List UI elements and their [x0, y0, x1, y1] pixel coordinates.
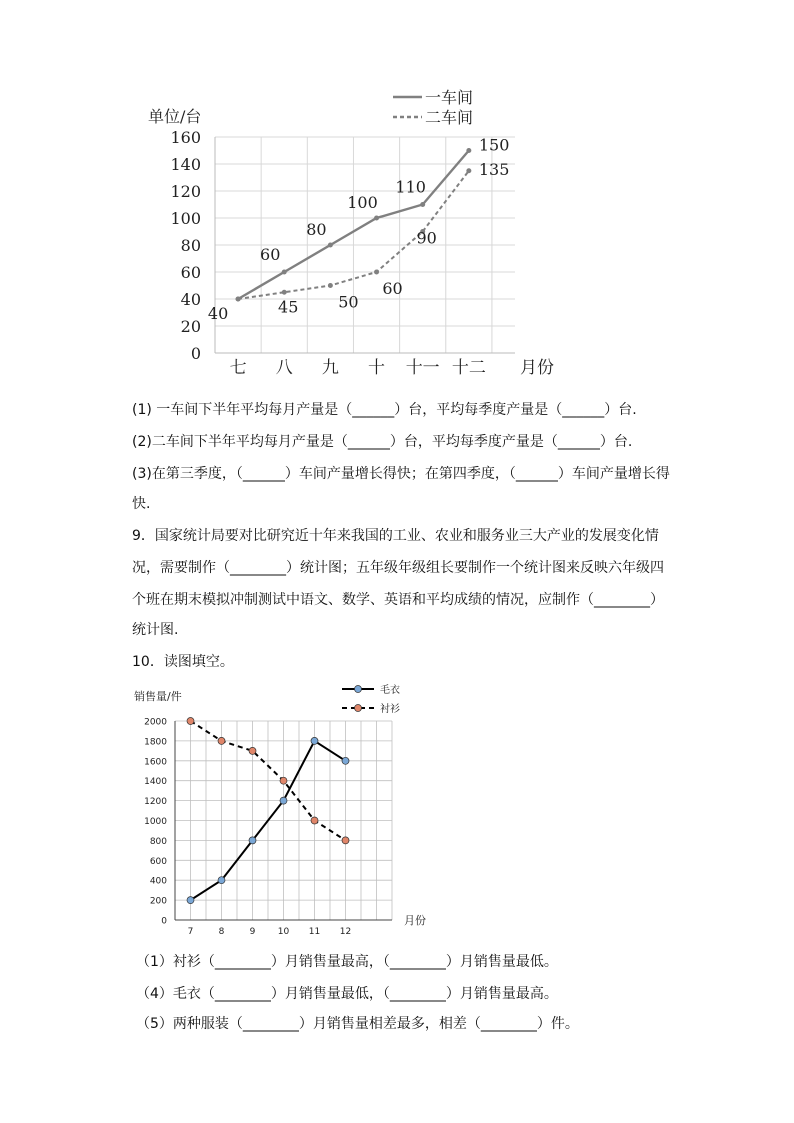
chart2-point: [218, 737, 225, 744]
chart2-ytick: 0: [161, 916, 167, 927]
chart2-point: [280, 797, 287, 804]
chart1-data-label: 50: [338, 292, 359, 312]
chart2-xlabel: 月份: [404, 914, 426, 927]
chart1-point: [236, 297, 241, 302]
chart2-xtick: 10: [277, 927, 290, 937]
chart1-data-label: 60: [382, 279, 403, 298]
chart1-legend: [393, 88, 473, 127]
q1-line: (1) 一车间下半年平均每月产量是（______）台，平均每季度产量是（______）台.: [132, 402, 637, 418]
chart1-xtick: 十: [368, 358, 386, 378]
chart1-xtick: 九: [321, 358, 339, 378]
chart2-point: [311, 817, 318, 824]
chart2-ytick: 1400: [144, 777, 167, 788]
chart2-point: [342, 757, 349, 764]
chart1-point: [328, 243, 333, 248]
p10-q5: （5）两种服装（________）月销售量相差最多，相差（________）件。: [136, 1016, 579, 1032]
chart1-xlabel: 月份: [520, 358, 554, 378]
chart1-xtick: 十二: [451, 358, 486, 378]
chart1-data-label: 90: [416, 228, 437, 248]
workshop-production-chart: [140, 80, 560, 380]
chart2-ytick: 600: [149, 856, 167, 867]
chart2-legend-marker: [355, 686, 362, 693]
chart2-legend-label: 毛衣: [380, 685, 400, 696]
chart1-data-label: 45: [278, 297, 299, 317]
chart1-ytick: 20: [180, 317, 201, 336]
chart1-point: [374, 270, 379, 275]
chart2-point: [249, 747, 256, 754]
chart2-point: [187, 718, 194, 725]
chart1-data-label: 60: [260, 245, 281, 264]
chart1-data-label: 110: [395, 177, 426, 197]
chart1-point: [466, 148, 471, 153]
chart2-xtick: 11: [308, 927, 321, 937]
chart1-legend-label: 二车间: [425, 108, 474, 127]
chart1-point: [282, 290, 287, 295]
chart2-point: [249, 837, 256, 844]
chart1-xtick: 七: [229, 358, 247, 378]
problem9-line2: 况，需要制作（________）统计图；五年级年级组长要制作一个统计图来反映六年级四: [132, 560, 664, 576]
p10-q1: （1）衬衫（________）月销售量最高，（________）月销售量最低。: [136, 954, 558, 970]
chart1-legend-label: 一车间: [425, 88, 474, 107]
chart2-ytick: 200: [149, 896, 167, 907]
chart1-ytick: 40: [180, 290, 201, 309]
chart1-ytick: 60: [180, 263, 201, 282]
chart1-ytick: 80: [180, 236, 201, 255]
chart2-xtick: 8: [218, 927, 225, 937]
chart2-xtick: 7: [187, 927, 194, 937]
chart2-point: [342, 837, 349, 844]
q3-line-b: 快.: [132, 496, 151, 512]
chart2-point: [311, 737, 318, 744]
chart1-data-label: 80: [306, 220, 327, 239]
chart1-point: [328, 283, 333, 288]
chart2-ytick: 1200: [144, 797, 167, 808]
problem10-title: 10．读图填空。: [132, 654, 234, 670]
problem9-line3: 个班在期末模拟冲制测试中语文、数学、英语和平均成绩的情况，应制作（________）: [132, 592, 664, 608]
chart1-point: [466, 168, 471, 173]
clothing-sales-chart: [130, 680, 440, 937]
chart1-ytick: 120: [170, 182, 201, 201]
problem9-line1: 9．国家统计局要对比研究近十年来我国的工业、农业和服务业三大产业的发展变化情: [132, 528, 659, 544]
chart2-ytick: 1800: [144, 737, 167, 748]
chart2-legend: [342, 683, 400, 715]
chart2-legend-label: 衬衫: [380, 704, 400, 715]
chart1-ytick: 100: [170, 209, 201, 228]
chart2-ytick: 1600: [144, 757, 167, 768]
chart1-data-label: 150: [478, 135, 510, 155]
chart2-ytick: 400: [149, 876, 167, 887]
chart2-xtick: 9: [249, 927, 256, 937]
chart1-xtick: 十一: [405, 358, 440, 378]
chart2-point: [280, 777, 287, 784]
chart1-ytick: 160: [170, 128, 201, 147]
chart1-data-label: 40: [207, 304, 229, 323]
chart2-legend-marker: [355, 705, 362, 712]
chart2-point: [187, 897, 194, 904]
chart1-xtick: 八: [275, 358, 293, 378]
chart1-point: [420, 202, 425, 207]
chart2-ytick: 1000: [144, 817, 167, 827]
chart2-point: [218, 877, 225, 884]
chart1-data-label: 135: [478, 159, 510, 179]
chart1-data-label: 100: [347, 193, 378, 212]
q3-line-a: (3)在第三季度，（______）车间产量增长得快；在第四季度，（______）车间产量增长得: [132, 466, 670, 482]
chart1-ytick: 0: [190, 344, 201, 363]
chart1-ytick: 140: [170, 155, 201, 174]
q2-line: (2)二车间下半年平均每月产量是（______）台，平均每季度产量是（______）台.: [132, 434, 633, 450]
p10-q4: （4）毛衣（________）月销售量最低，（________）月销售量最高。: [136, 986, 558, 1002]
chart1-ylabel: 单位/台: [148, 107, 202, 126]
chart1-point: [282, 270, 287, 275]
problem9-line4: 统计图.: [132, 622, 179, 638]
chart1-point: [374, 216, 379, 221]
chart2-ylabel: 销售量/件: [134, 690, 182, 703]
chart2-ytick: 2000: [144, 717, 167, 728]
chart2-xtick: 12: [339, 927, 352, 937]
chart2-ytick: 800: [149, 836, 167, 847]
